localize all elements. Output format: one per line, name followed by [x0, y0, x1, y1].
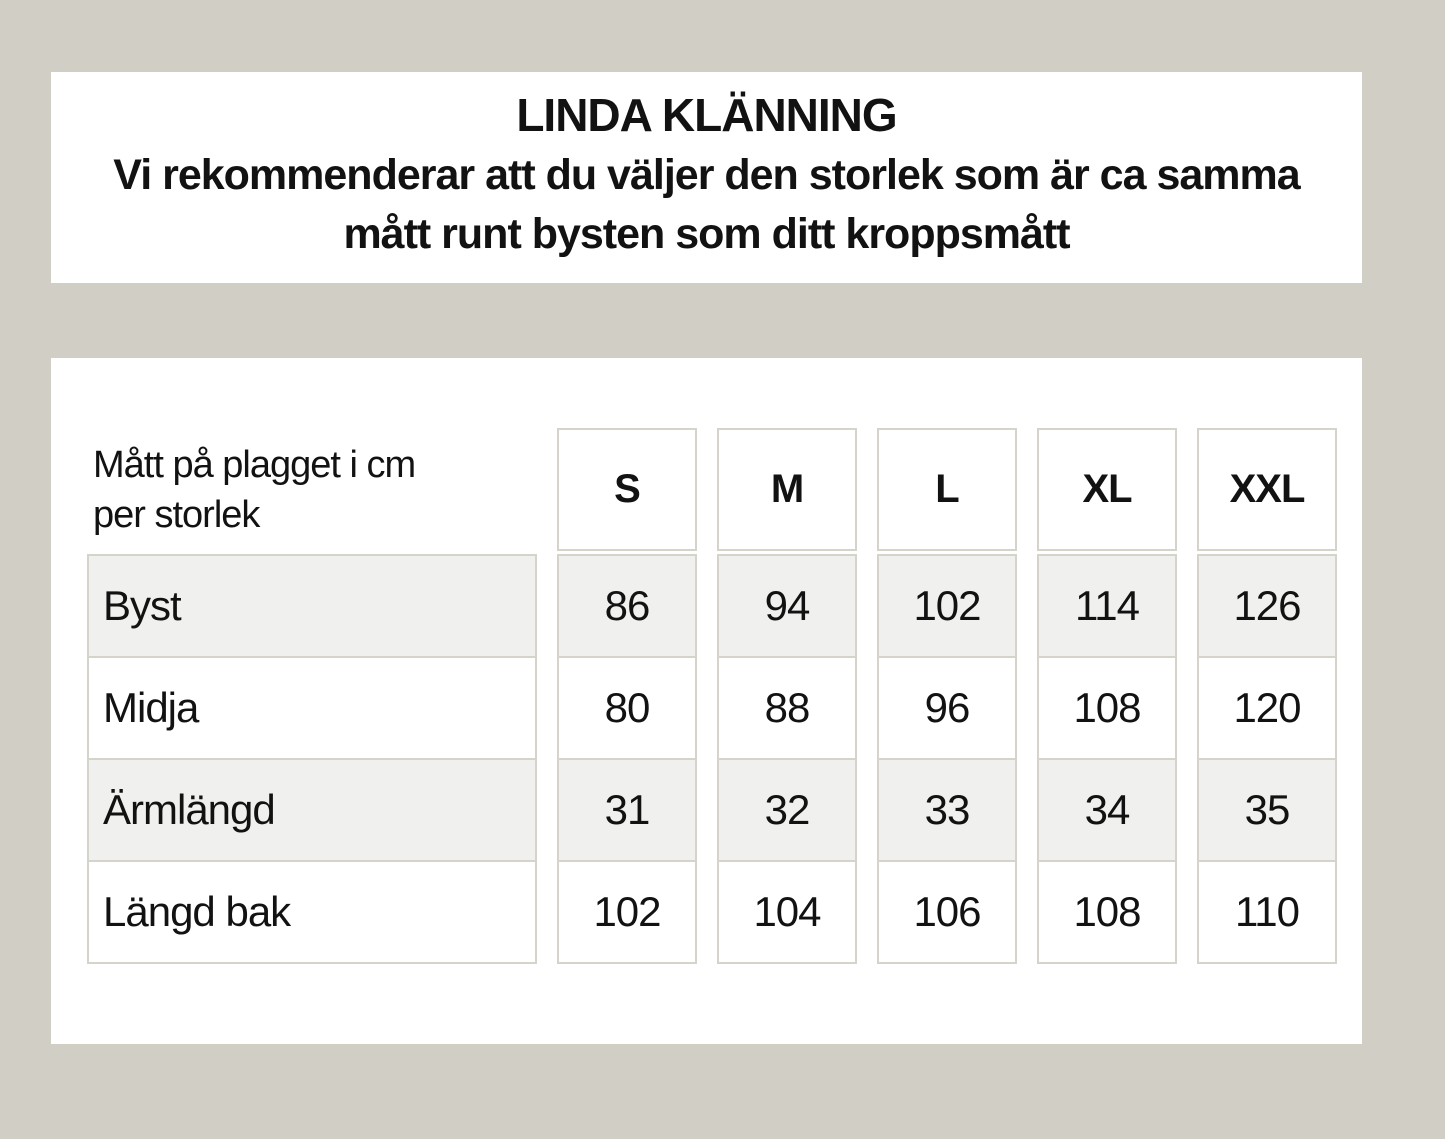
column-header-l: L — [877, 428, 1017, 551]
measurement-label-column — [87, 428, 537, 964]
value-armlangd-l: 33 — [877, 758, 1017, 862]
column-header-m: M — [717, 428, 857, 551]
value-byst-l: 102 — [877, 554, 1017, 658]
row-label-armlangd: Ärmlängd — [87, 758, 537, 862]
value-langd-bak-xl: 108 — [1037, 860, 1177, 964]
size-table — [87, 428, 1337, 964]
value-byst-s: 86 — [557, 554, 697, 658]
value-midja-m: 88 — [717, 656, 857, 760]
value-armlangd-xl: 34 — [1037, 758, 1177, 862]
value-langd-bak-l: 106 — [877, 860, 1017, 964]
value-langd-bak-xxl: 110 — [1197, 860, 1337, 964]
corner-label-line-2: per storlek — [93, 493, 260, 536]
value-byst-xxl: 126 — [1197, 554, 1337, 658]
value-langd-bak-s: 102 — [557, 860, 697, 964]
value-armlangd-s: 31 — [557, 758, 697, 862]
value-midja-s: 80 — [557, 656, 697, 760]
page-title: LINDA KLÄNNING — [516, 89, 897, 141]
row-label-byst: Byst — [87, 554, 537, 658]
column-header-s: S — [557, 428, 697, 551]
size-table-panel — [51, 358, 1362, 1044]
row-label-midja: Midja — [87, 656, 537, 760]
table-corner-label — [87, 428, 537, 551]
value-byst-m: 94 — [717, 554, 857, 658]
value-midja-xxl: 120 — [1197, 656, 1337, 760]
value-langd-bak-m: 104 — [717, 860, 857, 964]
column-header-xl: XL — [1037, 428, 1177, 551]
size-column-l — [877, 428, 1017, 964]
row-label-langd-bak: Längd bak — [87, 860, 537, 964]
value-midja-xl: 108 — [1037, 656, 1177, 760]
size-column-s — [557, 428, 697, 964]
value-byst-xl: 114 — [1037, 554, 1177, 658]
value-armlangd-xxl: 35 — [1197, 758, 1337, 862]
corner-label-line-1: Mått på plagget i cm — [93, 443, 416, 486]
recommendation-text-line-1: Vi rekommenderar att du väljer den storlek som är ca samma — [113, 151, 1300, 199]
header-panel — [51, 72, 1362, 283]
value-midja-l: 96 — [877, 656, 1017, 760]
value-armlangd-m: 32 — [717, 758, 857, 862]
recommendation-text-line-2: mått runt bysten som ditt kroppsmått — [343, 210, 1070, 258]
size-column-xxl — [1197, 428, 1337, 964]
size-column-m — [717, 428, 857, 964]
size-column-xl — [1037, 428, 1177, 964]
column-header-xxl: XXL — [1197, 428, 1337, 551]
